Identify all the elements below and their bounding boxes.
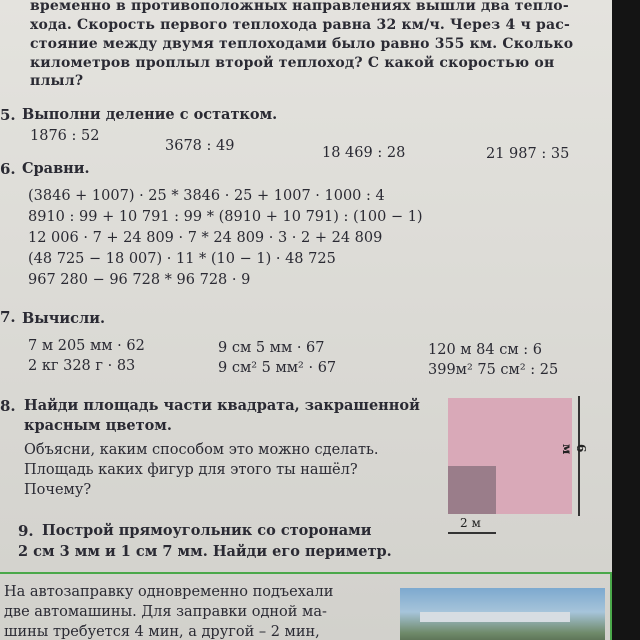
task8-line-0: Найди площадь части квадрата, закрашенной: [24, 397, 420, 414]
task6-item-1: 8910 : 99 + 10 791 : 99 * (8910 + 10 791) : (100 − 1): [28, 209, 423, 225]
task5-item-0: 1876 : 52: [30, 128, 100, 144]
task7-row2-1: 9 см² 5 мм² · 67: [218, 360, 337, 376]
task8-line-1: красным цветом.: [24, 417, 172, 434]
task10-line-0: На автозаправку одновременно подъехали: [4, 584, 334, 600]
task9-number: 9.: [18, 522, 34, 540]
task7-row2-2: 399м² 75 см² : 25: [428, 362, 559, 378]
photo-edge-shadow: [612, 0, 640, 640]
task10-line-1: две автомашины. Для заправки одной ма-: [4, 604, 327, 620]
intro-line-4: плыл?: [30, 73, 84, 89]
task8-line-2: Объясни, каким способом это можно сделать.: [24, 442, 379, 458]
task6-heading: Сравни.: [22, 160, 90, 177]
task9-line-0: Построй прямоугольник со сторонами: [42, 522, 372, 539]
gas-station-roof: [420, 612, 570, 622]
small-dimension-label: 2 м: [460, 516, 481, 530]
task7-row2-0: 2 кг 328 г · 83: [28, 358, 136, 374]
task6-item-3: (48 725 − 18 007) · 11 * (10 − 1) · 48 725: [28, 251, 336, 267]
task5-heading: Выполни деление с остатком.: [22, 106, 278, 123]
task6-item-4: 967 280 − 96 728 * 96 728 · 9: [28, 272, 251, 288]
task6-item-2: 12 006 · 7 + 24 809 · 7 * 24 809 · 3 · 2 + 24 809: [28, 230, 383, 246]
intro-line-1: хода. Скорость первого теплохода равна 32 км/ч. Через 4 ч рас-: [30, 17, 570, 33]
dark-small-square: [448, 466, 496, 514]
task7-number: 7.: [0, 308, 16, 326]
task5-item-1: 3678 : 49: [165, 138, 235, 154]
task7-heading: Вычисли.: [22, 310, 106, 327]
task5-item-2: 18 469 : 28: [322, 145, 406, 161]
task7-row1-2: 120 м 84 см : 6: [428, 342, 542, 358]
side-dimension-label: 6 м: [560, 444, 588, 455]
task7-row1-0: 7 м 205 мм · 62: [28, 338, 145, 354]
task8-line-3: Площадь каких фигур для этого ты нашёл?: [24, 462, 358, 478]
task6-item-0: (3846 + 1007) · 25 * 3846 · 25 + 1007 · 1000 : 4: [28, 188, 385, 204]
task10-line-2: шины требуется 4 мин, а другой – 2 мин,: [4, 624, 320, 640]
intro-line-0: временно в противоположных направлениях вышли два тепло-: [30, 0, 569, 14]
square-diagram: [442, 392, 602, 542]
task5-number: 5.: [0, 106, 16, 124]
task5-item-3: 21 987 : 35: [486, 146, 570, 162]
small-dimension-line: [448, 532, 496, 534]
task7-row1-1: 9 см 5 мм · 67: [218, 340, 325, 356]
intro-line-3: километров проплыл второй теплоход? С какой скоростью он: [30, 55, 555, 71]
intro-line-2: стояние между двумя теплоходами было равно 355 км. Сколько: [30, 36, 574, 52]
task8-line-4: Почему?: [24, 482, 92, 498]
gas-station-photo: [400, 588, 605, 640]
task6-number: 6.: [0, 160, 16, 178]
task8-number: 8.: [0, 397, 16, 415]
task9-line-1: 2 см 3 мм и 1 см 7 мм. Найди его периметр.: [18, 543, 392, 560]
